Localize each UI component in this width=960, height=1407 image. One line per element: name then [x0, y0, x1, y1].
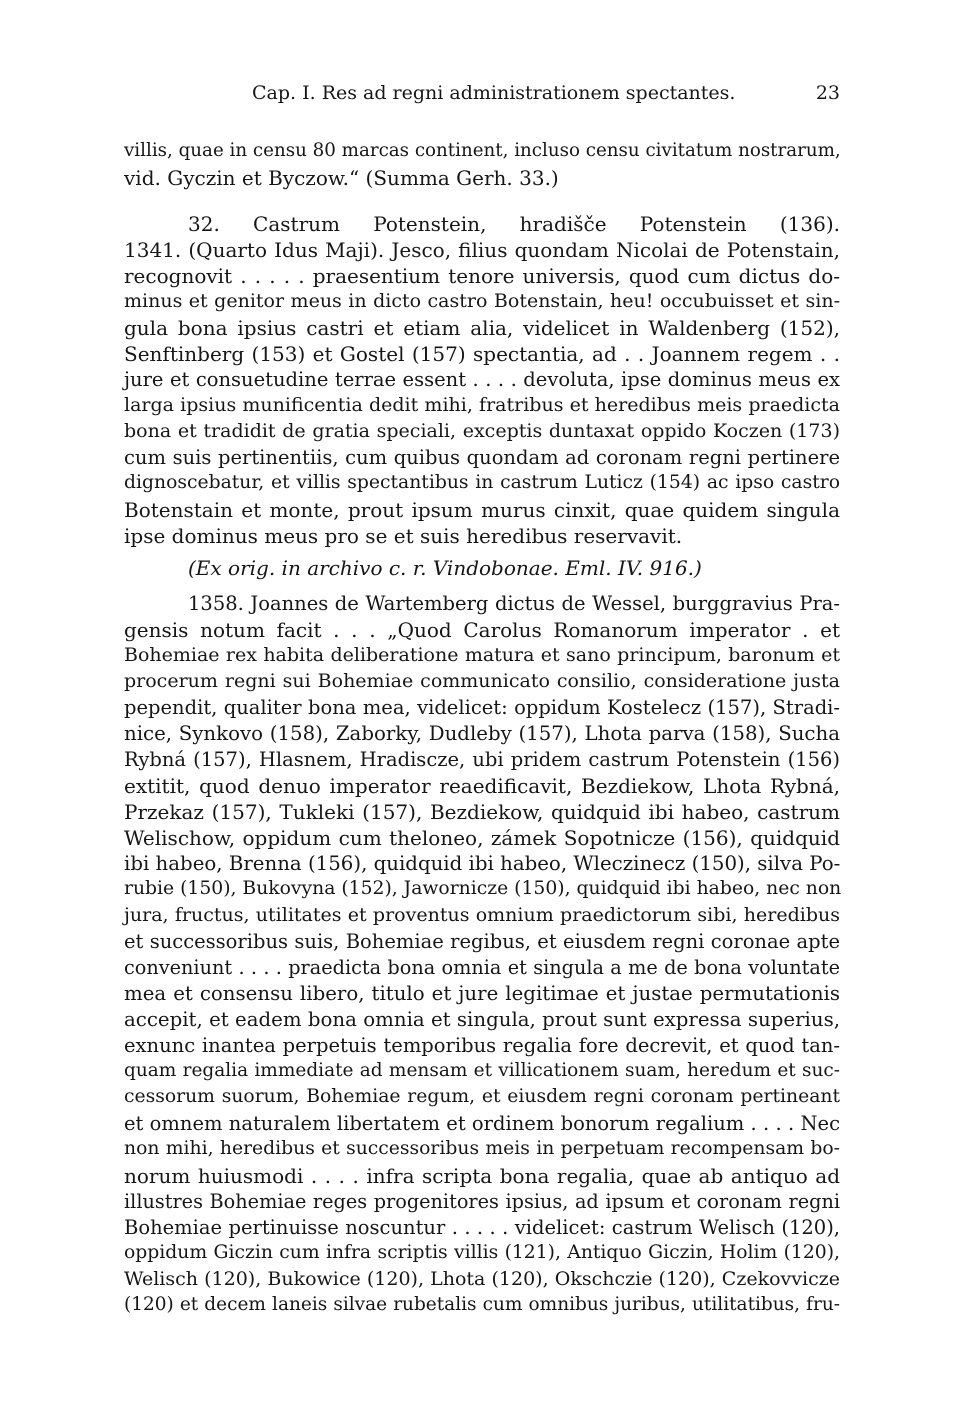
text-line: recognovit . . . . . praesentium tenore universis, quod cum dictus do- [124, 264, 840, 288]
text-line: gula bona ipsius castri et etiam alia, videlicet in Waldenberg (152), [124, 316, 840, 340]
text-line: dignoscebatur, et villis spectantibus in castrum Luticz (154) ac ipso castro [124, 472, 840, 493]
text-line: 1341. (Quarto Idus Maji). Jesco, filius quondam Nicolai de Potenstain, [124, 238, 840, 262]
text-line: bona et tradidit de gratia speciali, exceptis duntaxat oppido Koczen (173) [124, 420, 840, 442]
text-line: Botenstain et monte, prout ipsum murus cinxit, quae quidem singula [124, 498, 840, 522]
text-line: 1358. Joannes de Wartemberg dictus de Wessel, burggravius Pra- [188, 592, 840, 615]
text-line: Bohemiae rex habita deliberatione matura et sano principum, baronum et [124, 644, 840, 666]
text-line: conveniunt . . . . praedicta bona omnia et singula a me de bona voluntate [124, 956, 840, 979]
text-line: et successoribus suis, Bohemiae regibus, et eiusdem regni coronae apte [124, 930, 840, 953]
text-line: ibi habeo, Brenna (156), quidquid ibi habeo, Wleczinecz (150), silva Po- [124, 852, 841, 875]
text-line: villis, quae in censu 80 marcas continent, incluso censu civitatum nostrarum, [124, 140, 841, 161]
text-line: accepit, et eadem bona omnia et singula, prout sunt expressa superius, [124, 1008, 840, 1031]
text-line: jura, fructus, utilitates et proventus omnium praedictorum sibi, heredibus [124, 904, 840, 926]
text-line: extitit, quod denuo imperator reaedificavit, Bezdiekow, Lhota Rybná, [124, 774, 840, 798]
text-line: non mihi, heredibus et successoribus meis in perpetuam recompensam bo- [124, 1138, 840, 1159]
text-line: Senftinberg (153) et Gostel (157) spectantia, ad . . Joannem regem . . [124, 342, 840, 366]
text-line: Przekaz (157), Tukleki (157), Bezdiekow, quidquid ibi habeo, castrum [124, 800, 840, 824]
section-heading-line: 32. Castrum Potenstein, hradišče Potenstein (136). [188, 212, 840, 236]
text-line: Welischow, oppidum cum theloneo, zámek Sopotnicze (156), quidquid [124, 826, 840, 850]
text-line: procerum regni sui Bohemiae communicato consilio, consideratione justa [124, 670, 840, 692]
text-line: rubie (150), Bukovyna (152), Jawornicze (150), quidquid ibi habeo, nec non [124, 878, 842, 899]
text-line: cessorum suorum, Bohemiae regum, et eiusdem regni coronam pertineant [124, 1086, 840, 1107]
text-line: quam regalia immediate ad mensam et villicationem suam, heredum et suc- [124, 1060, 840, 1081]
text-line: (120) et decem laneis silvae rubetalis cum omnibus juribus, utilitatibus, fru- [124, 1294, 840, 1315]
page-number: 23 [815, 82, 840, 104]
text-line: illustres Bohemiae reges progenitores ipsius, ad ipsum et coronam regni [124, 1190, 840, 1213]
text-line: ipse dominus meus pro se et suis heredibus reservavit. [124, 524, 683, 548]
text-line: oppidum Giczin cum infra scriptis villis (121), Antiquo Giczin, Holim (120), [124, 1242, 840, 1263]
text-line: Welisch (120), Bukowice (120), Lhota (120), Okschczie (120), Czekovvicze [124, 1268, 840, 1290]
text-line: nice, Synkovo (158), Zaborky, Dudleby (157), Lhota parva (158), Sucha [124, 722, 840, 745]
text-line: jure et consuetudine terrae essent . . . . devoluta, ipse dominus meus ex [124, 368, 840, 391]
page-header [124, 82, 840, 112]
text-line: exnunc inantea perpetuis temporibus regalia fore decrevit, et quod tan- [124, 1034, 840, 1057]
text-line: norum huiusmodi . . . . infra scripta bona regalia, quae ab antiquo ad [124, 1164, 840, 1188]
source-citation: (Ex orig. in archivo c. r. Vindobonae. Eml. IV. 916.) [188, 556, 702, 580]
text-line: et omnem naturalem libertatem et ordinem bonorum regalium . . . . Nec [124, 1112, 840, 1135]
text-line: vid. Gyczin et Byczow.“ (Summa Gerh. 33.) [124, 166, 559, 190]
text-line: cum suis pertinentiis, cum quibus quondam ad coronam regni pertinere [124, 446, 840, 469]
text-line: larga ipsius munificentia dedit mihi, fratribus et heredibus meis praedicta [124, 394, 840, 416]
text-line: minus et genitor meus in dicto castro Botenstain, heu! occubuisset et sin- [124, 290, 840, 312]
running-title: Cap. I. Res ad regni administrationem spectantes. [252, 82, 736, 104]
text-line: Rybná (157), Hlasnem, Hradiscze, ubi pridem castrum Potenstein (156) [124, 748, 840, 771]
text-line: pependit, qualiter bona mea, videlicet: oppidum Kostelecz (157), Stradi- [124, 696, 840, 719]
text-line: gensis notum facit . . . „Quod Carolus Romanorum imperator . et [124, 618, 840, 642]
text-line: Bohemiae pertinuisse noscuntur . . . . . videlicet: castrum Welisch (120), [124, 1216, 840, 1239]
text-line: mea et consensu libero, titulo et jure legitimae et justae permutationis [124, 982, 840, 1005]
